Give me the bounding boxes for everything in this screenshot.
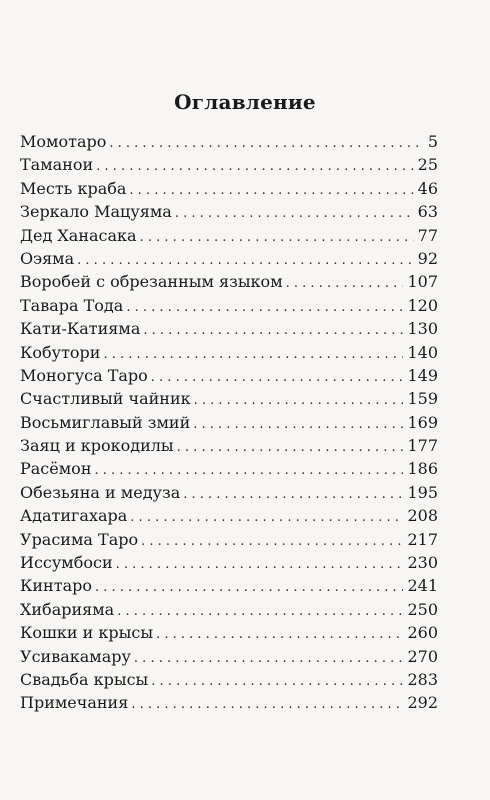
toc-entry: [20, 224, 438, 247]
toc-entry-page-number: 283: [407, 669, 438, 689]
toc-entry-page-number: 149: [407, 365, 438, 385]
toc-entry-title: Моногуса Таро: [20, 365, 148, 385]
toc-entry: [20, 598, 438, 621]
toc-entry: [20, 247, 438, 270]
toc-dot-leader: [129, 179, 413, 200]
toc-dot-leader: [96, 155, 413, 176]
toc-entry-page-number: 92: [417, 248, 438, 268]
toc-entry-page-number: 46: [417, 178, 438, 198]
toc-entry-page-number: 217: [407, 529, 438, 549]
toc-entry-title: Свадьба крысы: [20, 669, 149, 689]
toc-entry-title: Адатигахара: [20, 506, 128, 526]
toc-dot-leader: [109, 132, 423, 153]
toc-entry-page-number: 270: [407, 646, 438, 666]
toc-dot-leader: [183, 483, 403, 504]
toc-entry: [20, 621, 438, 644]
toc-dot-leader: [95, 576, 403, 597]
toc-entry-page-number: 250: [407, 599, 438, 619]
toc-entry-title: Месть краба: [20, 178, 127, 198]
toc-entry-title: Счастливый чайник: [20, 389, 191, 409]
toc-dot-leader: [130, 506, 403, 527]
toc-entry: [20, 645, 438, 668]
toc-entry: [20, 574, 438, 597]
toc-entry-title: Восьмиглавый змий: [20, 412, 191, 432]
toc-dot-leader: [141, 530, 403, 551]
toc-entry-page-number: 107: [407, 272, 438, 292]
toc-entry: [20, 387, 438, 410]
toc-entry: [20, 317, 438, 340]
toc-entry-title: Тавара Тода: [20, 295, 124, 315]
toc-entry-page-number: 5: [427, 132, 438, 151]
toc-entry: [20, 130, 438, 153]
toc-dot-leader: [151, 366, 404, 387]
toc-entry-page-number: 169: [407, 412, 438, 432]
toc-entry-title: Заяц и крокодилы: [20, 436, 174, 456]
toc-list: [20, 130, 438, 715]
toc-entry-page-number: 177: [407, 436, 438, 456]
toc-entry-title: Усивакамару: [20, 646, 131, 666]
toc-entry: [20, 434, 438, 457]
toc-dot-leader: [151, 670, 403, 691]
toc-entry: [20, 341, 438, 364]
toc-entry-title: Таманои: [20, 155, 94, 175]
toc-entry-page-number: 25: [417, 155, 438, 175]
toc-entry: [20, 691, 438, 714]
toc-entry-page-number: 120: [407, 295, 438, 315]
toc-dot-leader: [134, 647, 404, 668]
toc-dot-leader: [103, 343, 403, 364]
toc-entry: [20, 457, 438, 480]
toc-entry: [20, 411, 438, 434]
toc-entry-page-number: 63: [417, 202, 438, 222]
toc-entry: [20, 177, 438, 200]
toc-dot-leader: [156, 623, 403, 644]
toc-entry: [20, 668, 438, 691]
toc-entry-title: Воробей с обрезанным языком: [20, 272, 283, 292]
toc-dot-leader: [194, 389, 404, 410]
toc-entry-page-number: 195: [407, 482, 438, 502]
toc-entry-page-number: 186: [407, 459, 438, 479]
toc-entry-title: Кати-Катияма: [20, 319, 141, 339]
toc-dot-leader: [143, 319, 403, 340]
toc-entry: [20, 504, 438, 527]
toc-entry: [20, 200, 438, 223]
toc-entry: [20, 294, 438, 317]
toc-entry-title: Примечания: [20, 693, 129, 713]
toc-dot-leader: [286, 272, 404, 293]
toc-entry-title: Оэяма: [20, 248, 75, 268]
toc-dot-leader: [140, 226, 414, 247]
toc-entry: [20, 153, 438, 176]
toc-entry-title: Обезьяна и медуза: [20, 482, 181, 502]
toc-entry-title: Хибарияма: [20, 599, 115, 619]
toc-entry-page-number: 230: [407, 553, 438, 573]
toc-entry: [20, 551, 438, 574]
toc-dot-leader: [116, 553, 404, 574]
toc-entry-page-number: 159: [407, 389, 438, 409]
toc-entry-title: Урасима Таро: [20, 529, 139, 549]
page-title: Оглавление: [174, 90, 316, 114]
toc-entry-page-number: 241: [407, 576, 438, 596]
toc-entry: [20, 270, 438, 293]
toc-entry-page-number: 292: [407, 693, 438, 713]
toc-entry-title: Кобутори: [20, 342, 101, 362]
toc-entry-page-number: 208: [407, 506, 438, 526]
toc-entry-title: Момотаро: [20, 132, 107, 151]
toc-dot-leader: [177, 436, 404, 457]
toc-entry-page-number: 260: [407, 623, 438, 643]
toc-entry-page-number: 130: [407, 319, 438, 339]
toc-entry-page-number: 140: [407, 342, 438, 362]
toc-dot-leader: [175, 202, 414, 223]
toc-entry: [20, 364, 438, 387]
toc-entry: [20, 481, 438, 504]
toc-entry-title: Иссумбоси: [20, 553, 113, 573]
toc-dot-leader: [77, 249, 413, 270]
toc-dot-leader: [117, 600, 403, 621]
toc-dot-leader: [131, 693, 403, 714]
toc-entry-title: Расёмон: [20, 459, 92, 479]
toc-entry-title: Кошки и крысы: [20, 623, 154, 643]
toc-dot-leader: [126, 296, 403, 317]
toc-entry-title: Зеркало Мацуяма: [20, 202, 172, 222]
toc-dot-leader: [193, 413, 403, 434]
toc-dot-leader: [94, 459, 403, 480]
toc-entry-page-number: 77: [417, 225, 438, 245]
toc-entry: [20, 528, 438, 551]
toc-entry-title: Кинтаро: [20, 576, 92, 596]
toc-entry-title: Дед Ханасака: [20, 225, 137, 245]
